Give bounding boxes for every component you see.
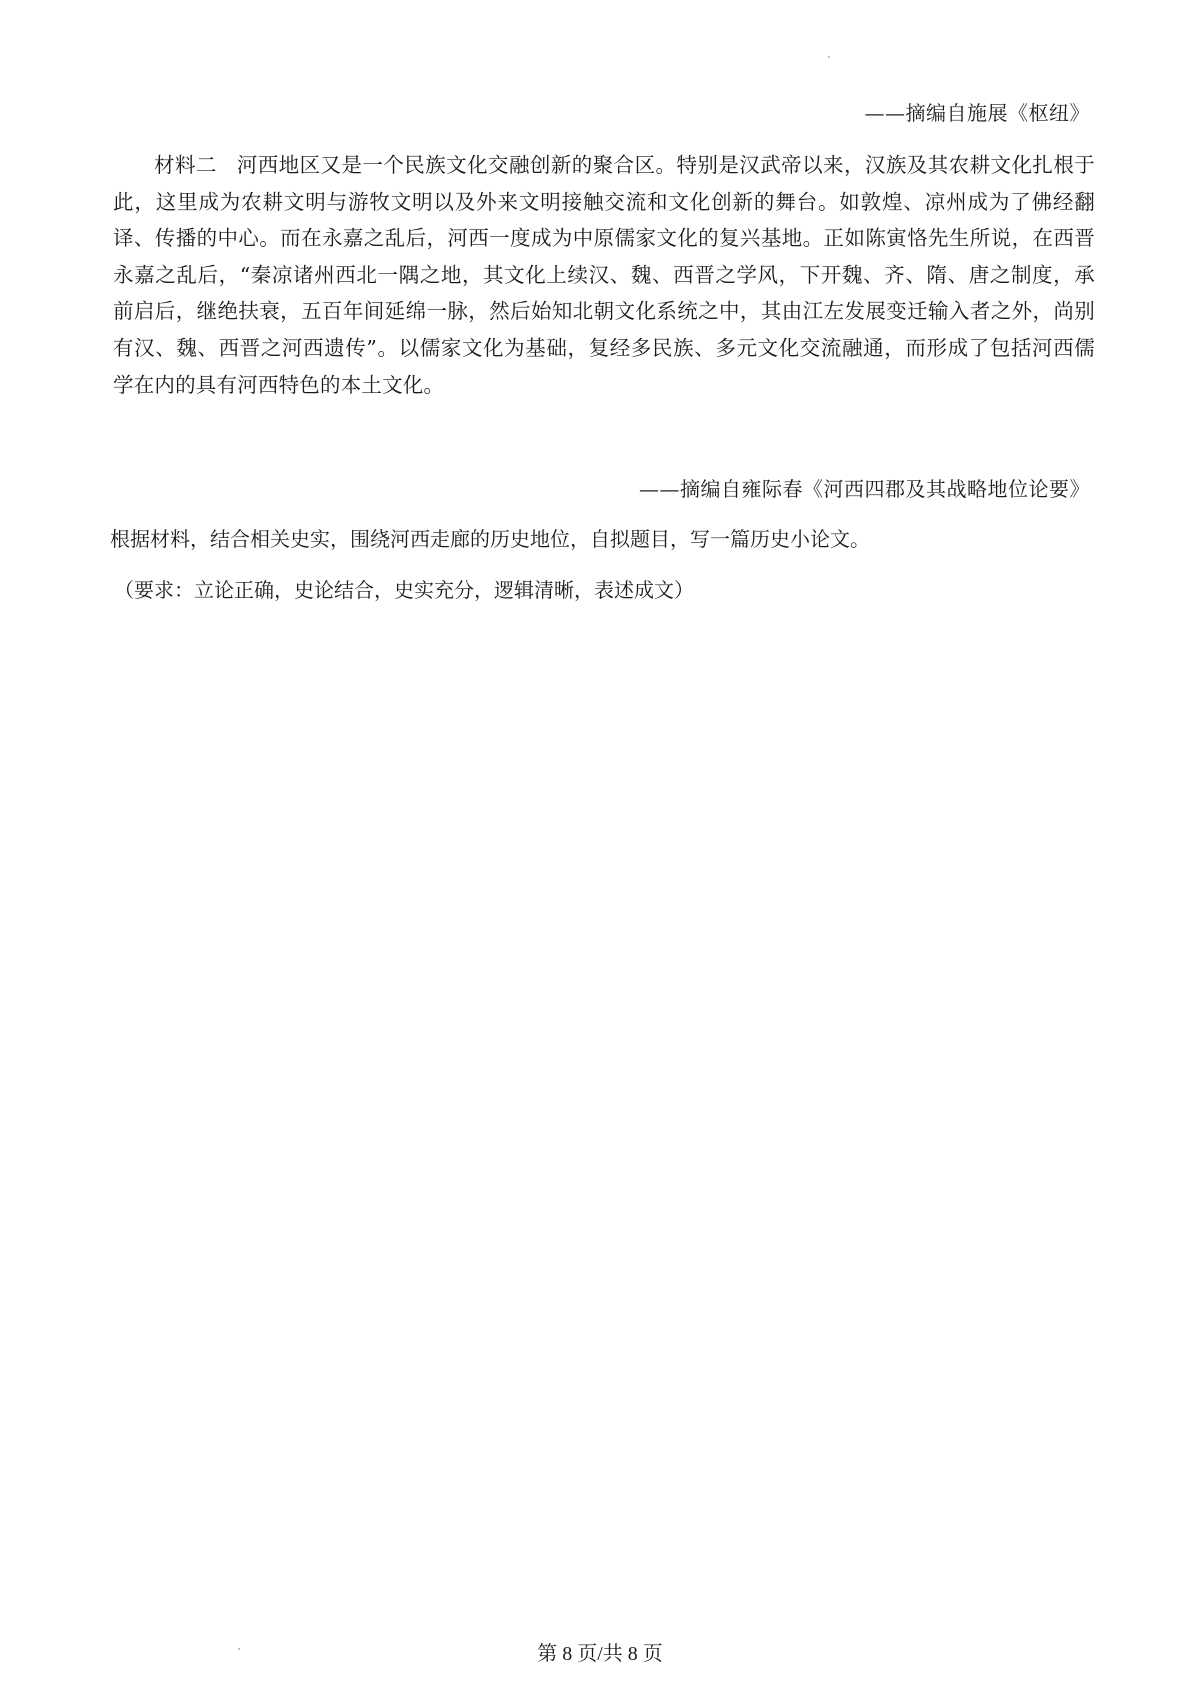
- page-number-footer: 第 8 页/共 8 页: [537, 1643, 663, 1665]
- essay-requirement: （要求：立论正确，史论结合，史实充分，逻辑清晰，表述成文）: [114, 580, 694, 602]
- scan-speck: [828, 56, 830, 58]
- material-2-text: 河西地区又是一个民族文化交融创新的聚合区。特别是汉武帝以来，汉族及其农耕文化扎根于此，这里成为农耕文明与游牧文明以及外来文明接触交流和文化创新的舞台。如敦煌、凉州成为了佛经翻译、传播的中心。而在永嘉之乱后，河西一度成为中原儒家文化的复兴基地。正如陈寅恪先生所说，在西晋永嘉之乱后，“秦凉诸州西北一隅之地，其文化上续汉、魏、西晋之学风，下开魏、齐、隋、唐之制度，承前启后，继绝扶衰，五百年间延绵一脉，然后始知北朝文化系统之中，其由江左发展变迁输入者之外，尚别有汉、魏、西晋之河西遗传”。以儒家文化为基础，复经多民族、多元文化交流融通，而形成了包括河西儒学在内的具有河西特色的本土文化。: [113, 153, 1095, 397]
- material-2-label: 材料二: [154, 153, 217, 177]
- material-2-paragraph: [113, 147, 1095, 403]
- essay-task-instruction: 根据材料，结合相关史实，围绕河西走廊的历史地位，自拟题目，写一篇历史小论文。: [110, 529, 870, 551]
- material-1-citation: ——摘编自施展《枢纽》: [864, 101, 1090, 125]
- material-2-citation: ——摘编自雍际春《河西四郡及其战略地位论要》: [639, 477, 1090, 501]
